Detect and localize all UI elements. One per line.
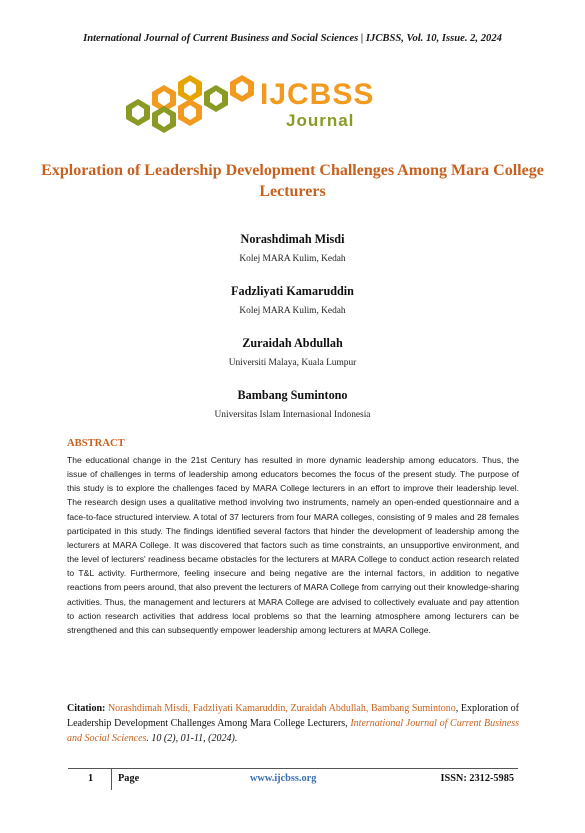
author-block	[0, 388, 585, 420]
citation-authors: Norashdimah Misdi, Fadzliyati Kamaruddin, Zuraidah Abdullah, Bambang Sumintono	[107, 703, 456, 714]
citation-journal-link[interactable]: International Journal of Current Business and Social Sciences	[67, 718, 519, 744]
citation-label: Citation:	[67, 703, 106, 714]
footer-separator	[111, 768, 112, 790]
author-block	[0, 232, 585, 264]
issn-label: ISSN: 2312-5985	[440, 773, 514, 784]
author-name: Norashdimah Misdi	[240, 232, 345, 246]
author-affiliation: Kolej MARA Kulim, Kedah	[239, 306, 346, 316]
logo-subtitle: Journal	[286, 111, 355, 130]
author-affiliation: Universitas Islam Internasional Indonesia	[214, 410, 371, 420]
citation-title: Exploration of Leadership Development Challenges Among Mara College Lecturers,	[67, 703, 519, 729]
author-name: Bambang Sumintono	[237, 388, 348, 402]
logo-wordmark: IJCBSS	[260, 78, 375, 111]
page-number: 1	[88, 773, 94, 784]
journal-header: International Journal of Current Business and Social Sciences | IJCBSS, Vol. 10, Issue. 2, 2024	[83, 33, 502, 44]
abstract-text: The educational change in the 21st Century has resulted in more dynamic leadership among educators. Thus, the issue of challenges in terms of leadership among educators becomes the focus of the present study. The purpose of this study is to explore the challenges faced by MARA College lecturers in an effort to improve their leadership level. The research design uses a qualitative method involving two instruments, namely an open-ended questionnaire and a face-to-face structured interview. A total of 37 lecturers from four MARA colleges, consisting of 9 males and 28 females participated in this study. The findings identified several factors that hinder the development of leadership among the lecturers at MARA College. It was discovered that factors such as time constraints, an unsupportive environment, and the level of lecturers' readiness became obstacles for the lecturers at MARA College to conduct action research related to T&L activity. Furthermore, feeling insecure and being negative are the internal factors, in addition to negative reactions from peers around, that also prevent the lecturers of MARA College from carrying out their knowledge-sharing activities. Thus, the management and lecturers at MARA College are advised to collectively evaluate and pay attention to action research activities that address local problems so that the learning atmosphere among lecturers can be strengthened and this can subsequently empower leadership among lecturers at MARA College.	[67, 455, 519, 635]
author-affiliation: Universiti Malaya, Kuala Lumpur	[228, 358, 357, 368]
journal-logo	[120, 74, 460, 136]
hexagon-cluster-icon	[126, 75, 254, 133]
paper-title: Exploration of Leadership Development Challenges Among Mara College Lecturers	[41, 162, 544, 200]
author-name: Zuraidah Abdullah	[242, 336, 343, 350]
citation-block: Citation: Norashdimah Misdi, Fadzliyati Kamaruddin, Zuraidah Abdullah, Bambang Sumintono, Exploration of Leadership Development Challenges Among Mara College Lecturers, International Journal of Current Business and Social Sciences. 10 (2), 01-11, (2024).	[67, 703, 519, 744]
abstract-heading: ABSTRACT	[67, 438, 125, 449]
page-label: Page	[118, 773, 140, 784]
page-footer	[68, 773, 518, 789]
journal-url-link[interactable]: www.ijcbss.org	[250, 773, 317, 784]
footer-divider	[68, 768, 518, 769]
citation-details: . 10 (2), 01-11, (2024).	[146, 733, 238, 744]
author-block	[0, 284, 585, 316]
author-affiliation: Kolej MARA Kulim, Kedah	[239, 254, 346, 264]
author-name: Fadzliyati Kamaruddin	[231, 284, 354, 298]
author-block	[0, 336, 585, 368]
